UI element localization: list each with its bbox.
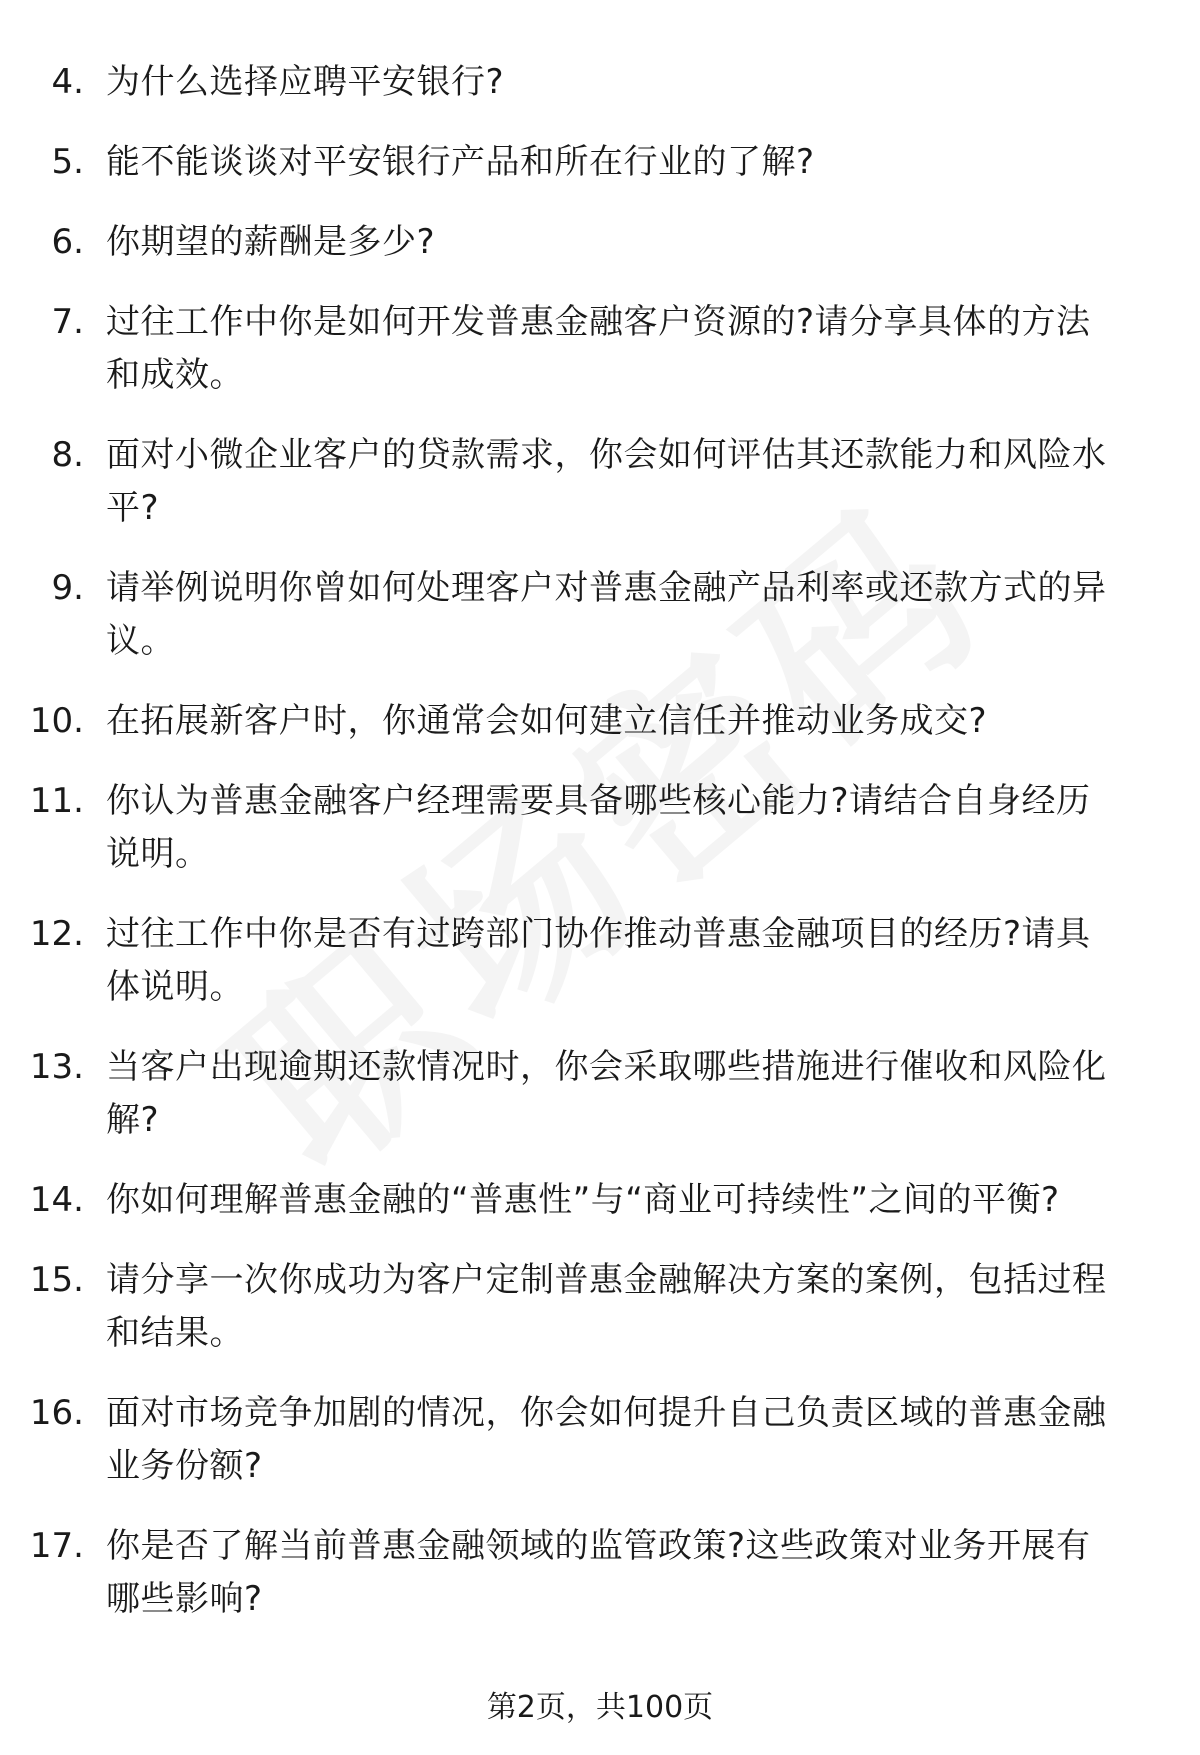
question-number: 16.: [29, 1393, 84, 1433]
list-item: [0, 1174, 1200, 1227]
list-item: [0, 775, 1200, 881]
list-item: [0, 1254, 1200, 1360]
question-list: [0, 56, 1200, 1653]
list-item: [0, 1041, 1200, 1147]
list-item: [0, 136, 1200, 189]
question-number: 7.: [51, 302, 84, 342]
question-text: 在拓展新客户时，你通常会如何建立信任并推动业务成交?: [106, 701, 988, 741]
question-number: 13.: [29, 1047, 84, 1087]
question-text: 你是否了解当前普惠金融领域的监管政策?这些政策对业务开展有哪些影响?: [106, 1526, 1091, 1619]
question-number: 10.: [29, 701, 84, 741]
question-number: 15.: [29, 1260, 84, 1300]
list-item: [0, 908, 1200, 1014]
list-item: [0, 296, 1200, 402]
list-item: [0, 562, 1200, 668]
question-number: 17.: [29, 1526, 84, 1566]
question-text: 你认为普惠金融客户经理需要具备哪些核心能力?请结合自身经历说明。: [106, 781, 1091, 874]
question-text: 面对市场竞争加剧的情况，你会如何提升自己负责区域的普惠金融业务份额?: [106, 1393, 1107, 1486]
question-number: 14.: [29, 1180, 84, 1220]
question-number: 4.: [51, 62, 84, 102]
question-text: 面对小微企业客户的贷款需求，你会如何评估其还款能力和风险水平?: [106, 435, 1107, 528]
question-number: 6.: [51, 222, 84, 262]
list-item: [0, 216, 1200, 269]
list-item: [0, 429, 1200, 535]
question-text: 你如何理解普惠金融的“普惠性”与“商业可持续性”之间的平衡?: [106, 1180, 1060, 1220]
question-text: 请举例说明你曾如何处理客户对普惠金融产品利率或还款方式的异议。: [106, 568, 1107, 661]
list-item: [0, 56, 1200, 109]
question-text: 你期望的薪酬是多少?: [106, 222, 436, 262]
list-item: [0, 1520, 1200, 1626]
list-item: [0, 695, 1200, 748]
question-number: 12.: [29, 914, 84, 954]
question-text: 过往工作中你是否有过跨部门协作推动普惠金融项目的经历?请具体说明。: [106, 914, 1091, 1007]
question-text: 为什么选择应聘平安银行?: [106, 62, 505, 102]
question-text: 能不能谈谈对平安银行产品和所在行业的了解?: [106, 142, 815, 182]
list-item: [0, 1387, 1200, 1493]
question-text: 过往工作中你是如何开发普惠金融客户资源的?请分享具体的方法和成效。: [106, 302, 1091, 395]
question-number: 11.: [29, 781, 84, 821]
page-footer: 第2页，共100页: [486, 1690, 714, 1725]
question-number: 5.: [51, 142, 84, 182]
question-text: 当客户出现逾期还款情况时，你会采取哪些措施进行催收和风险化解?: [106, 1047, 1107, 1140]
question-text: 请分享一次你成功为客户定制普惠金融解决方案的案例，包括过程和结果。: [106, 1260, 1107, 1353]
question-number: 8.: [51, 435, 84, 475]
question-number: 9.: [51, 568, 84, 608]
